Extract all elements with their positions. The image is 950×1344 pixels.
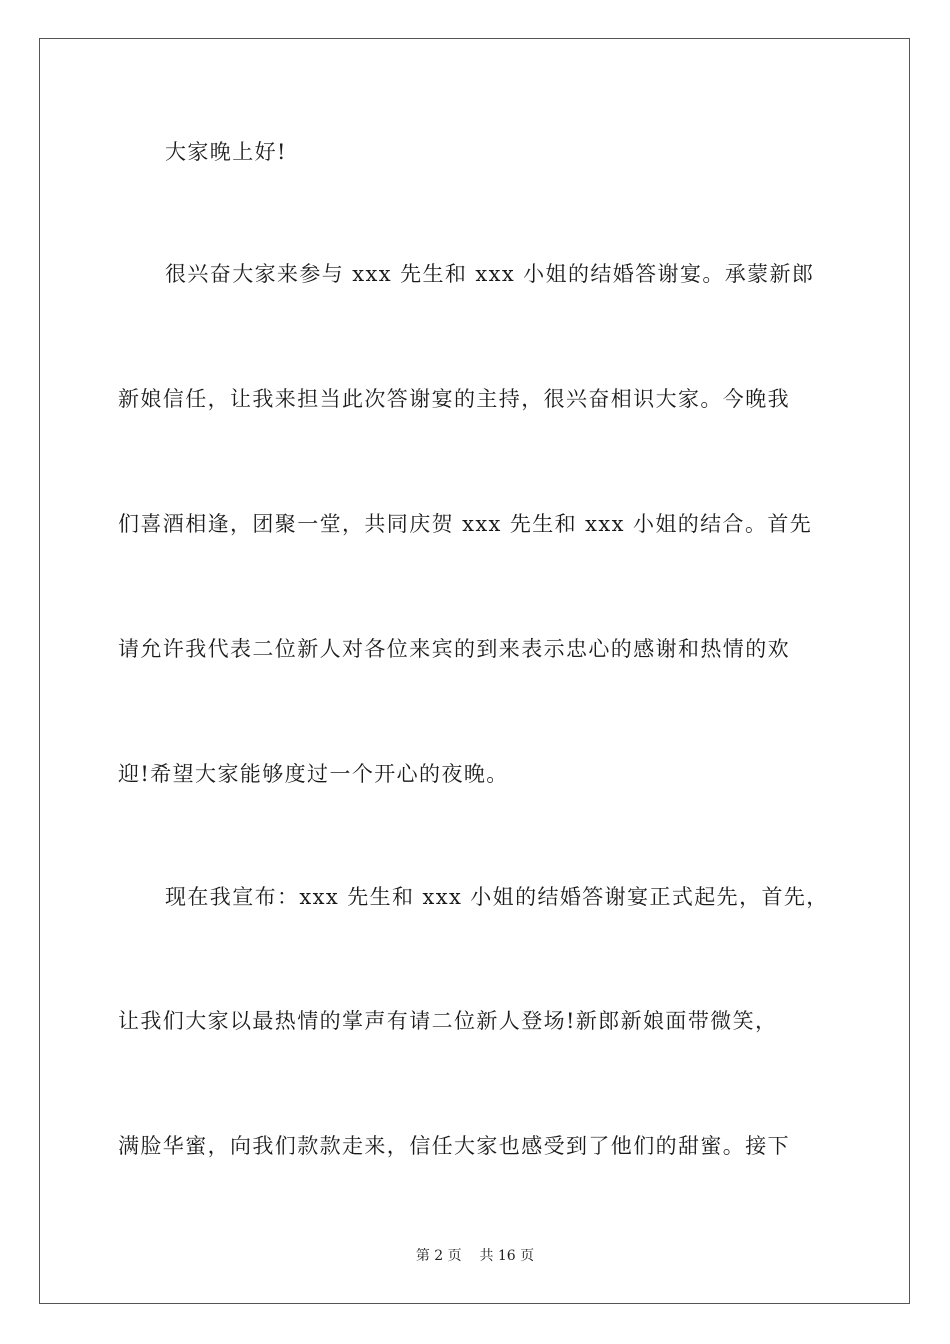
page-border xyxy=(39,38,910,1304)
paragraph-line: 请允许我代表二位新人对各位来宾的到来表示忠心的感谢和热情的欢 xyxy=(118,637,790,661)
paragraph-line: 很兴奋大家来参与 xxx 先生和 xxx 小姐的结婚答谢宴。承蒙新郎 xyxy=(165,262,815,286)
page-footer xyxy=(0,1247,950,1265)
paragraph-line: 满脸华蜜，向我们款款走来，信任大家也感受到了他们的甜蜜。接下 xyxy=(118,1134,790,1158)
paragraph-line: 现在我宣布：xxx 先生和 xxx 小姐的结婚答谢宴正式起先，首先， xyxy=(165,885,829,909)
greeting-line: 大家晚上好! xyxy=(165,140,287,164)
page-total: 共 16 页 xyxy=(479,1248,535,1264)
paragraph-line: 让我们大家以最热情的掌声有请二位新人登场!新郎新娘面带微笑， xyxy=(118,1009,778,1033)
page-number: 第 2 页 xyxy=(415,1248,462,1264)
paragraph-line: 新娘信任，让我来担当此次答谢宴的主持，很兴奋相识大家。今晚我 xyxy=(118,387,790,411)
paragraph-line: 迎!希望大家能够度过一个开心的夜晚。 xyxy=(118,762,509,786)
paragraph-line: 们喜酒相逢，团聚一堂，共同庆贺 xxx 先生和 xxx 小姐的结合。首先 xyxy=(118,512,813,536)
